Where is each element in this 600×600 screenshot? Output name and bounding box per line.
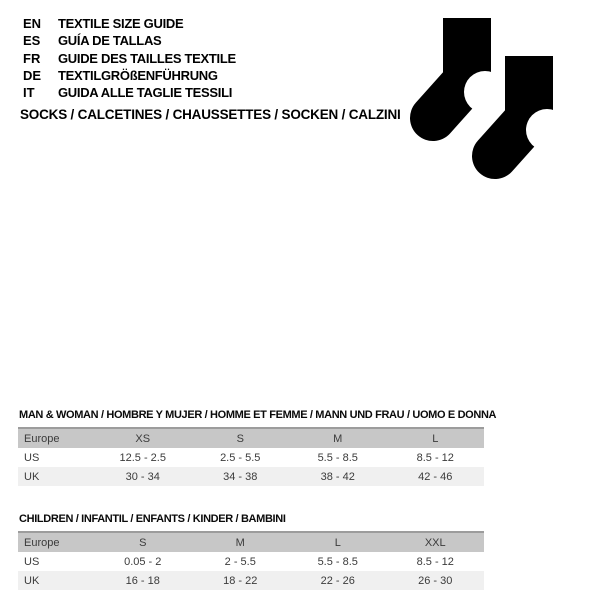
language-label: GUÍA DE TALLAS [58, 33, 162, 49]
size-value: 5.5 - 8.5 [317, 451, 358, 464]
size-table-man-woman [18, 409, 497, 486]
size-table [18, 427, 484, 486]
language-title-list [23, 16, 236, 102]
size-value: 12.5 - 2.5 [119, 451, 166, 464]
table-header-row [18, 428, 484, 448]
size-value: 42 - 46 [418, 470, 453, 483]
language-row-en [23, 16, 236, 33]
language-label: GUIDE DES TAILLES TEXTILE [58, 50, 236, 66]
language-code: EN [23, 16, 42, 31]
language-code: IT [23, 85, 35, 101]
language-row-de [23, 68, 236, 85]
language-label: GUIDA ALLE TAGLIE TESSILI [58, 85, 233, 101]
size-value: 22 - 26 [320, 574, 355, 587]
language-row-es [23, 33, 236, 50]
table-row-uk [18, 571, 484, 590]
table-title-man-woman: MAN & WOMAN / HOMBRE Y MUJER / HOMME ET FEMME / MANN UND FRAU / UOMO E DONNA [19, 409, 497, 421]
size-value: 34 - 38 [223, 470, 258, 483]
size-value: 8.5 - 12 [416, 451, 454, 464]
language-row-it [23, 85, 236, 102]
column-header-size: S [192, 428, 290, 448]
table-row-us [18, 448, 484, 467]
language-code: FR [23, 50, 41, 66]
region-label: US [24, 451, 40, 464]
column-header-size: S [94, 532, 192, 552]
region-label: UK [24, 574, 40, 587]
column-header-region: Europe [18, 532, 94, 552]
language-label: TEXTILGRÖßENFÜHRUNG [58, 67, 218, 83]
size-value: 30 - 34 [125, 470, 160, 483]
category-title: SOCKS / CALCETINES / CHAUSSETTES / SOCKEN / CALZINI [20, 107, 401, 122]
table-row-us [18, 552, 484, 571]
sock-front-shape [495, 56, 568, 156]
size-value: 2 - 5.5 [224, 555, 256, 568]
sock-back-shape [433, 18, 506, 118]
table-title-children: CHILDREN / INFANTIL / ENFANTS / KINDER / BAMBINI [19, 513, 286, 525]
language-code: ES [23, 33, 41, 49]
size-value: 5.5 - 8.5 [317, 555, 358, 568]
language-row-fr [23, 51, 236, 68]
region-label: UK [24, 470, 40, 483]
table-header-row [18, 532, 484, 552]
language-label: TEXTILE SIZE GUIDE [58, 16, 184, 31]
column-header-size: XXL [387, 532, 485, 552]
column-header-size: M [192, 532, 290, 552]
size-table [18, 531, 484, 590]
size-value: 2.5 - 5.5 [220, 451, 261, 464]
column-header-size: L [289, 532, 387, 552]
region-label: US [24, 555, 40, 568]
size-value: 38 - 42 [320, 470, 355, 483]
socks-icon [403, 8, 573, 188]
size-table-children [18, 513, 484, 590]
size-value: 16 - 18 [125, 574, 160, 587]
size-value: 26 - 30 [418, 574, 453, 587]
column-header-size: L [387, 428, 485, 448]
size-value: 0.05 - 2 [124, 555, 162, 568]
size-value: 18 - 22 [223, 574, 258, 587]
column-header-size: XS [94, 428, 192, 448]
column-header-region: Europe [18, 428, 94, 448]
column-header-size: M [289, 428, 387, 448]
size-value: 8.5 - 12 [416, 555, 454, 568]
table-row-uk [18, 467, 484, 486]
language-code: DE [23, 67, 42, 83]
